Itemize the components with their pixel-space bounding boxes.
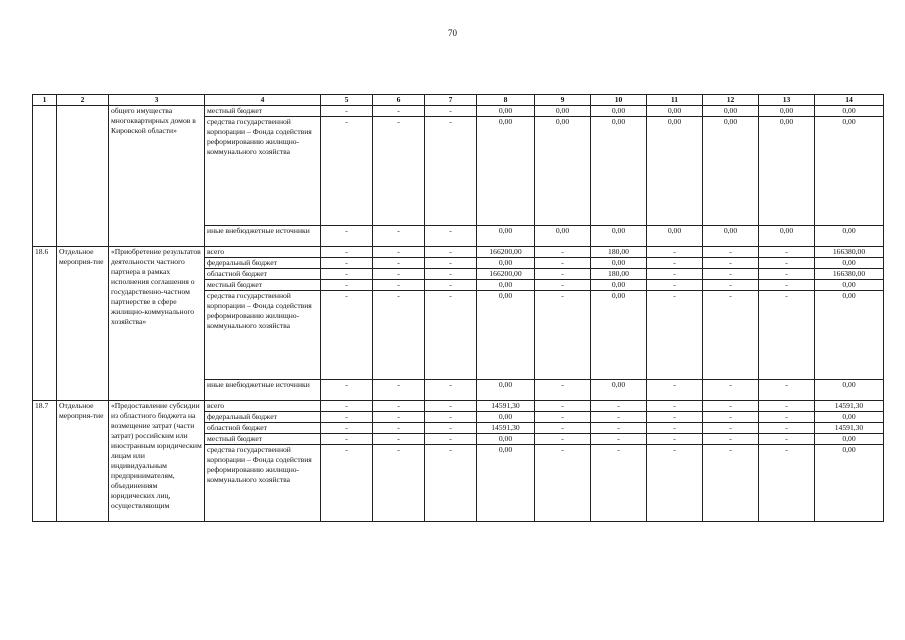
amount-cell: - bbox=[373, 247, 425, 258]
column-header: 12 bbox=[703, 95, 759, 106]
amount-cell: 0,00 bbox=[815, 258, 884, 269]
amount-cell: 0,00 bbox=[477, 380, 535, 401]
amount-cell: - bbox=[591, 412, 647, 423]
amount-cell: - bbox=[373, 269, 425, 280]
amount-cell: 0,00 bbox=[591, 258, 647, 269]
amount-cell: - bbox=[647, 445, 703, 522]
amount-cell: - bbox=[535, 280, 591, 291]
amount-cell: 166200,00 bbox=[477, 269, 535, 280]
amount-cell: - bbox=[321, 445, 373, 522]
amount-cell: 0,00 bbox=[815, 445, 884, 522]
amount-cell: 0,00 bbox=[759, 226, 815, 247]
amount-cell: - bbox=[373, 401, 425, 412]
amount-cell: - bbox=[321, 401, 373, 412]
amount-cell: 0,00 bbox=[759, 106, 815, 117]
amount-cell: - bbox=[591, 423, 647, 434]
funding-source: иные внебюджетные источники bbox=[205, 226, 321, 247]
amount-cell: - bbox=[535, 258, 591, 269]
funding-source: средства государственной корпорации – Фонда содействия реформированию жилищно-коммунального хозяйства bbox=[205, 445, 321, 522]
amount-cell: - bbox=[425, 280, 477, 291]
amount-cell: - bbox=[703, 434, 759, 445]
amount-cell: - bbox=[535, 401, 591, 412]
amount-cell: - bbox=[425, 423, 477, 434]
amount-cell: - bbox=[759, 401, 815, 412]
measure-number: 18.7 bbox=[33, 401, 57, 522]
column-header: 14 bbox=[815, 95, 884, 106]
amount-cell: - bbox=[759, 280, 815, 291]
amount-cell: 0,00 bbox=[703, 226, 759, 247]
amount-cell: 180,00 bbox=[591, 247, 647, 258]
amount-cell: - bbox=[373, 412, 425, 423]
amount-cell: - bbox=[373, 445, 425, 522]
amount-cell: 0,00 bbox=[591, 117, 647, 226]
amount-cell: - bbox=[647, 269, 703, 280]
amount-cell: - bbox=[373, 106, 425, 117]
amount-cell: 166380,00 bbox=[815, 269, 884, 280]
table-row bbox=[33, 247, 884, 258]
funding-source: местный бюджет bbox=[205, 280, 321, 291]
header-row bbox=[33, 95, 884, 106]
budget-table bbox=[32, 94, 884, 522]
funding-source: средства государственной корпорации – Фонда содействия реформированию жилищно-коммунального хозяйства bbox=[205, 291, 321, 380]
funding-source: местный бюджет bbox=[205, 106, 321, 117]
amount-cell: 0,00 bbox=[535, 117, 591, 226]
column-header: 2 bbox=[57, 95, 109, 106]
amount-cell: - bbox=[535, 412, 591, 423]
amount-cell: - bbox=[647, 401, 703, 412]
amount-cell: - bbox=[425, 226, 477, 247]
funding-source: всего bbox=[205, 401, 321, 412]
amount-cell: - bbox=[321, 380, 373, 401]
amount-cell: - bbox=[647, 423, 703, 434]
amount-cell: - bbox=[425, 445, 477, 522]
amount-cell: - bbox=[703, 247, 759, 258]
amount-cell: - bbox=[321, 291, 373, 380]
column-header: 8 bbox=[477, 95, 535, 106]
amount-cell: 0,00 bbox=[703, 106, 759, 117]
amount-cell: 14591,30 bbox=[815, 423, 884, 434]
amount-cell: 0,00 bbox=[477, 445, 535, 522]
funding-source: федеральный бюджет bbox=[205, 258, 321, 269]
amount-cell: 180,00 bbox=[591, 269, 647, 280]
amount-cell: - bbox=[591, 401, 647, 412]
amount-cell: - bbox=[535, 434, 591, 445]
amount-cell: - bbox=[373, 434, 425, 445]
measure-description: общего имущества многоквартирных домов в Кировской области» bbox=[109, 106, 205, 247]
amount-cell: - bbox=[425, 269, 477, 280]
amount-cell: - bbox=[425, 106, 477, 117]
amount-cell: - bbox=[647, 380, 703, 401]
amount-cell: - bbox=[703, 258, 759, 269]
amount-cell: 0,00 bbox=[477, 258, 535, 269]
amount-cell: 0,00 bbox=[815, 434, 884, 445]
amount-cell: 0,00 bbox=[535, 226, 591, 247]
column-header: 4 bbox=[205, 95, 321, 106]
amount-cell: - bbox=[321, 269, 373, 280]
amount-cell: 0,00 bbox=[591, 380, 647, 401]
amount-cell: - bbox=[703, 269, 759, 280]
amount-cell: 0,00 bbox=[815, 412, 884, 423]
amount-cell: 166380,00 bbox=[815, 247, 884, 258]
amount-cell: - bbox=[321, 434, 373, 445]
amount-cell: 0,00 bbox=[815, 291, 884, 380]
column-header: 13 bbox=[759, 95, 815, 106]
amount-cell: 0,00 bbox=[591, 280, 647, 291]
amount-cell: 166200,00 bbox=[477, 247, 535, 258]
amount-cell: - bbox=[703, 423, 759, 434]
amount-cell: - bbox=[759, 269, 815, 280]
amount-cell: 0,00 bbox=[591, 106, 647, 117]
page-number: 70 bbox=[448, 28, 457, 38]
amount-cell: - bbox=[759, 412, 815, 423]
amount-cell: - bbox=[703, 401, 759, 412]
amount-cell: - bbox=[759, 423, 815, 434]
amount-cell: - bbox=[703, 380, 759, 401]
amount-cell: 14591,30 bbox=[477, 423, 535, 434]
amount-cell: - bbox=[591, 445, 647, 522]
amount-cell: - bbox=[373, 423, 425, 434]
amount-cell: 0,00 bbox=[477, 291, 535, 380]
amount-cell: - bbox=[425, 291, 477, 380]
amount-cell: - bbox=[647, 258, 703, 269]
table-row bbox=[33, 106, 884, 117]
amount-cell: - bbox=[759, 445, 815, 522]
amount-cell: - bbox=[425, 401, 477, 412]
amount-cell: - bbox=[647, 412, 703, 423]
amount-cell: - bbox=[425, 380, 477, 401]
amount-cell: 0,00 bbox=[815, 380, 884, 401]
amount-cell: - bbox=[535, 445, 591, 522]
amount-cell: - bbox=[425, 258, 477, 269]
column-header: 6 bbox=[373, 95, 425, 106]
amount-cell: - bbox=[425, 247, 477, 258]
amount-cell: - bbox=[647, 247, 703, 258]
amount-cell: - bbox=[373, 380, 425, 401]
funding-source: всего bbox=[205, 247, 321, 258]
measure-type: Отдельное мероприя-тие bbox=[57, 401, 109, 522]
amount-cell: - bbox=[535, 269, 591, 280]
amount-cell: 0,00 bbox=[647, 106, 703, 117]
amount-cell: - bbox=[321, 106, 373, 117]
amount-cell: - bbox=[703, 291, 759, 380]
amount-cell: - bbox=[591, 434, 647, 445]
amount-cell: 0,00 bbox=[477, 106, 535, 117]
amount-cell: 0,00 bbox=[815, 106, 884, 117]
amount-cell: - bbox=[321, 258, 373, 269]
amount-cell: - bbox=[373, 280, 425, 291]
amount-cell: 0,00 bbox=[703, 117, 759, 226]
amount-cell: 0,00 bbox=[591, 226, 647, 247]
amount-cell: - bbox=[373, 258, 425, 269]
amount-cell: - bbox=[321, 412, 373, 423]
measure-number: 18.6 bbox=[33, 247, 57, 401]
amount-cell: 0,00 bbox=[477, 117, 535, 226]
amount-cell: 0,00 bbox=[477, 412, 535, 423]
amount-cell: 0,00 bbox=[647, 117, 703, 226]
amount-cell: - bbox=[373, 291, 425, 380]
column-header: 7 bbox=[425, 95, 477, 106]
amount-cell: 0,00 bbox=[647, 226, 703, 247]
funding-source: иные внебюджетные источники bbox=[205, 380, 321, 401]
funding-source: местный бюджет bbox=[205, 434, 321, 445]
amount-cell: 0,00 bbox=[477, 280, 535, 291]
amount-cell: - bbox=[321, 280, 373, 291]
amount-cell: - bbox=[647, 434, 703, 445]
amount-cell: - bbox=[759, 258, 815, 269]
funding-source: средства государственной корпорации – Фонда содействия реформированию жилищно-коммунального хозяйства bbox=[205, 117, 321, 226]
amount-cell: - bbox=[535, 247, 591, 258]
column-header: 10 bbox=[591, 95, 647, 106]
column-header: 1 bbox=[33, 95, 57, 106]
amount-cell: - bbox=[647, 280, 703, 291]
amount-cell: - bbox=[321, 226, 373, 247]
funding-source: областной бюджет bbox=[205, 423, 321, 434]
amount-cell: - bbox=[703, 412, 759, 423]
funding-source: областной бюджет bbox=[205, 269, 321, 280]
amount-cell: 14591,30 bbox=[815, 401, 884, 412]
measure-type: Отдельное мероприя-тие bbox=[57, 247, 109, 401]
funding-source: федеральный бюджет bbox=[205, 412, 321, 423]
amount-cell: - bbox=[759, 434, 815, 445]
amount-cell: - bbox=[703, 445, 759, 522]
column-header: 9 bbox=[535, 95, 591, 106]
amount-cell: - bbox=[703, 280, 759, 291]
column-header: 5 bbox=[321, 95, 373, 106]
amount-cell: 0,00 bbox=[591, 291, 647, 380]
amount-cell: 0,00 bbox=[759, 117, 815, 226]
amount-cell: 0,00 bbox=[477, 226, 535, 247]
amount-cell: - bbox=[647, 291, 703, 380]
table-row bbox=[33, 401, 884, 412]
column-header: 11 bbox=[647, 95, 703, 106]
amount-cell: - bbox=[759, 247, 815, 258]
measure-description: «Предоставление субсидии из областного бюджета на возмещение затрат (части затрат) российским или иностранным юридическим лицам или индивидуальным предпринимателям, объединениям юридических лиц, осуществляющим bbox=[109, 401, 205, 522]
amount-cell: 0,00 bbox=[477, 434, 535, 445]
amount-cell: - bbox=[425, 117, 477, 226]
measure-number bbox=[33, 106, 57, 247]
amount-cell: - bbox=[425, 434, 477, 445]
amount-cell: 0,00 bbox=[815, 226, 884, 247]
column-header: 3 bbox=[109, 95, 205, 106]
amount-cell: - bbox=[535, 291, 591, 380]
amount-cell: - bbox=[535, 380, 591, 401]
amount-cell: - bbox=[535, 423, 591, 434]
amount-cell: - bbox=[321, 117, 373, 226]
amount-cell: 14591,30 bbox=[477, 401, 535, 412]
amount-cell: - bbox=[759, 291, 815, 380]
amount-cell: - bbox=[759, 380, 815, 401]
amount-cell: - bbox=[373, 117, 425, 226]
amount-cell: - bbox=[321, 247, 373, 258]
amount-cell: - bbox=[373, 226, 425, 247]
amount-cell: 0,00 bbox=[815, 280, 884, 291]
amount-cell: 0,00 bbox=[815, 117, 884, 226]
measure-type bbox=[57, 106, 109, 247]
amount-cell: - bbox=[425, 412, 477, 423]
measure-description: «Приобретение результатов деятельности частного партнера в рамках исполнения соглашения о государственно-частном партнерстве в сфере жилищно-коммунального хозяйства» bbox=[109, 247, 205, 401]
amount-cell: 0,00 bbox=[535, 106, 591, 117]
amount-cell: - bbox=[321, 423, 373, 434]
